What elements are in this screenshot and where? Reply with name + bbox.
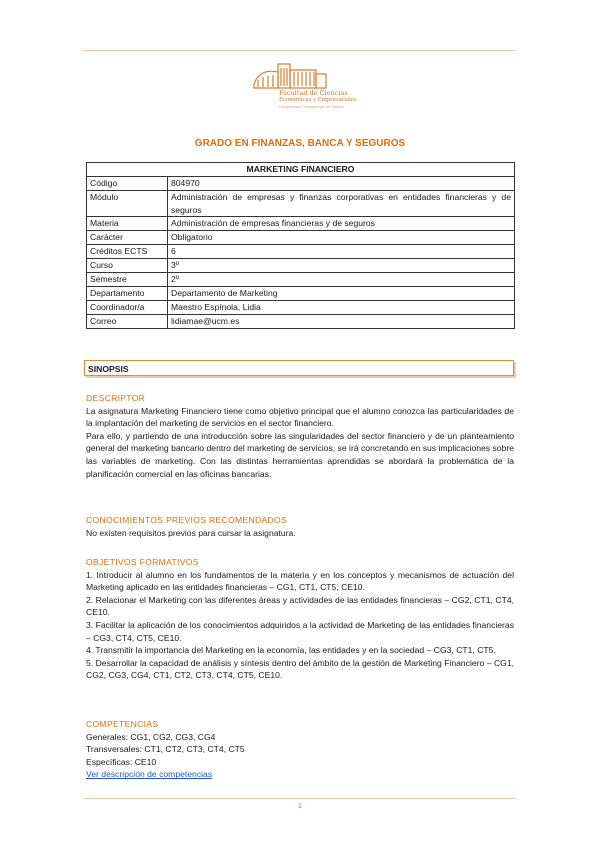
competencies-transversal: Transversales: CT1, CT2, CT3, CT4, CT5 (86, 744, 245, 755)
table-row (87, 231, 515, 245)
logo-university: Universidad Complutense de Madrid (279, 104, 344, 109)
coordinator-email: lidiamae@ucm.es (168, 315, 515, 329)
page-number: 1 (298, 803, 302, 810)
table-row (87, 191, 515, 217)
competencies-description-link[interactable]: Ver descripción de competencias (86, 769, 213, 780)
table-row (87, 315, 515, 329)
table-row (87, 259, 515, 273)
course-title: MARKETING FINANCIERO (87, 163, 515, 177)
footer-rule (84, 798, 516, 799)
table-row (87, 245, 515, 259)
row-value: Obligatorio (168, 231, 515, 245)
row-value: Administración de empresas y finanzas corporativas en entidades financieras y de seguros (168, 191, 515, 217)
row-label: Créditos ECTS (87, 245, 168, 259)
objective-item: 5. Desarrollar la capacidad de análisis y síntesis dentro del ámbito de la gestión de Marketing Financiero – CG1, CG2, CG3, CG4, CT1, CT2, CT3, CT4, CT5, CE10. (86, 657, 514, 681)
header-rule (84, 50, 516, 51)
row-value: 3º (168, 259, 515, 273)
logo-faculty-subtitle: Económicas y Empresariales (279, 97, 357, 103)
objective-item: 1. Introducir al alumno en los fundamentos de la materia y en los conceptos y mecanismos de actuación del Marketing aplicado en las entidades financieras – CG1, CT1, CT5, CE10. (86, 569, 514, 593)
prior-knowledge-heading: CONOCIMIENTOS PREVIOS RECOMENDADOS (86, 515, 288, 525)
descriptor-paragraph: La asignatura Marketing Financiero tiene como objetivo principal que el alumno conozca las particularidades de la implantación del marketing de servicios en el sector financiero. (86, 405, 514, 429)
competencies-heading: COMPETENCIAS (86, 719, 159, 729)
row-label: Departamento (87, 287, 168, 301)
row-value: 804970 (168, 177, 515, 191)
course-info-table (86, 162, 515, 329)
sinopsis-section-header: SINOPSIS (84, 360, 514, 376)
row-label: Módulo (87, 191, 168, 217)
table-row (87, 273, 515, 287)
row-label: Materia (87, 217, 168, 231)
objective-item: 2. Relacionar el Marketing con las diferentes áreas y actividades de las entidades financieras – CG2, CT1, CT4, CE10. (86, 594, 514, 618)
objective-item: 3. Facilitar la aplicación de los conocimientos adquiridos a la actividad de Marketing de las entidades financieras – CG3, CT4, CT5, CE10. (86, 619, 514, 643)
row-value: Maestro Espínola, Lidia (168, 301, 515, 315)
row-label: Curso (87, 259, 168, 273)
descriptor-section (86, 392, 514, 480)
competencies-general: Generales: CG1, CG2, CG3, CG4 (86, 731, 216, 742)
row-value: Administración de empresas financieras y de seguros (168, 217, 515, 231)
row-value: 2º (168, 273, 515, 287)
row-label: Carácter (87, 231, 168, 245)
row-label: Correo (87, 315, 168, 329)
table-row (87, 217, 515, 231)
competencies-section (86, 718, 514, 781)
logo-faculty-name: Facultad de Ciencias (279, 89, 348, 97)
table-row (87, 177, 515, 191)
table-row (87, 301, 515, 315)
objectives-section (86, 556, 514, 682)
table-row (87, 287, 515, 301)
objectives-heading: OBJETIVOS FORMATIVOS (86, 557, 199, 567)
prior-knowledge-section (86, 514, 514, 539)
row-value: 6 (168, 245, 515, 259)
prior-knowledge-text: No existen requisitos previos para cursar la asignatura. (86, 527, 296, 538)
descriptor-heading: DESCRIPTOR (86, 393, 146, 403)
row-value: Departamento de Marketing (168, 287, 515, 301)
descriptor-paragraph: Para ello, y partiendo de una introducción sobre las singularidades del sector financiero y de un planteamiento general del marketing bancario dentro del marketing de servicios, se irá concretando en sus implicaciones sobre las variables de marketing. Con las distintas herramientas aprendidas se abordará la problemática de la planificación comercial en las oficinas bancarias. (86, 430, 514, 479)
row-label: Código (87, 177, 168, 191)
row-label: Semestre (87, 273, 168, 287)
degree-title: GRADO EN FINANZAS, BANCA Y SEGUROS (194, 138, 406, 149)
competencies-specific: Específicas: CE10 (86, 756, 157, 767)
objective-item: 4. Transmitir la importancia del Marketing en la economía, las entidades y en la sociedad – CG3, CT1, CT5. (86, 645, 496, 656)
faculty-logo (252, 60, 357, 116)
row-label: Coordinador/a (87, 301, 168, 315)
